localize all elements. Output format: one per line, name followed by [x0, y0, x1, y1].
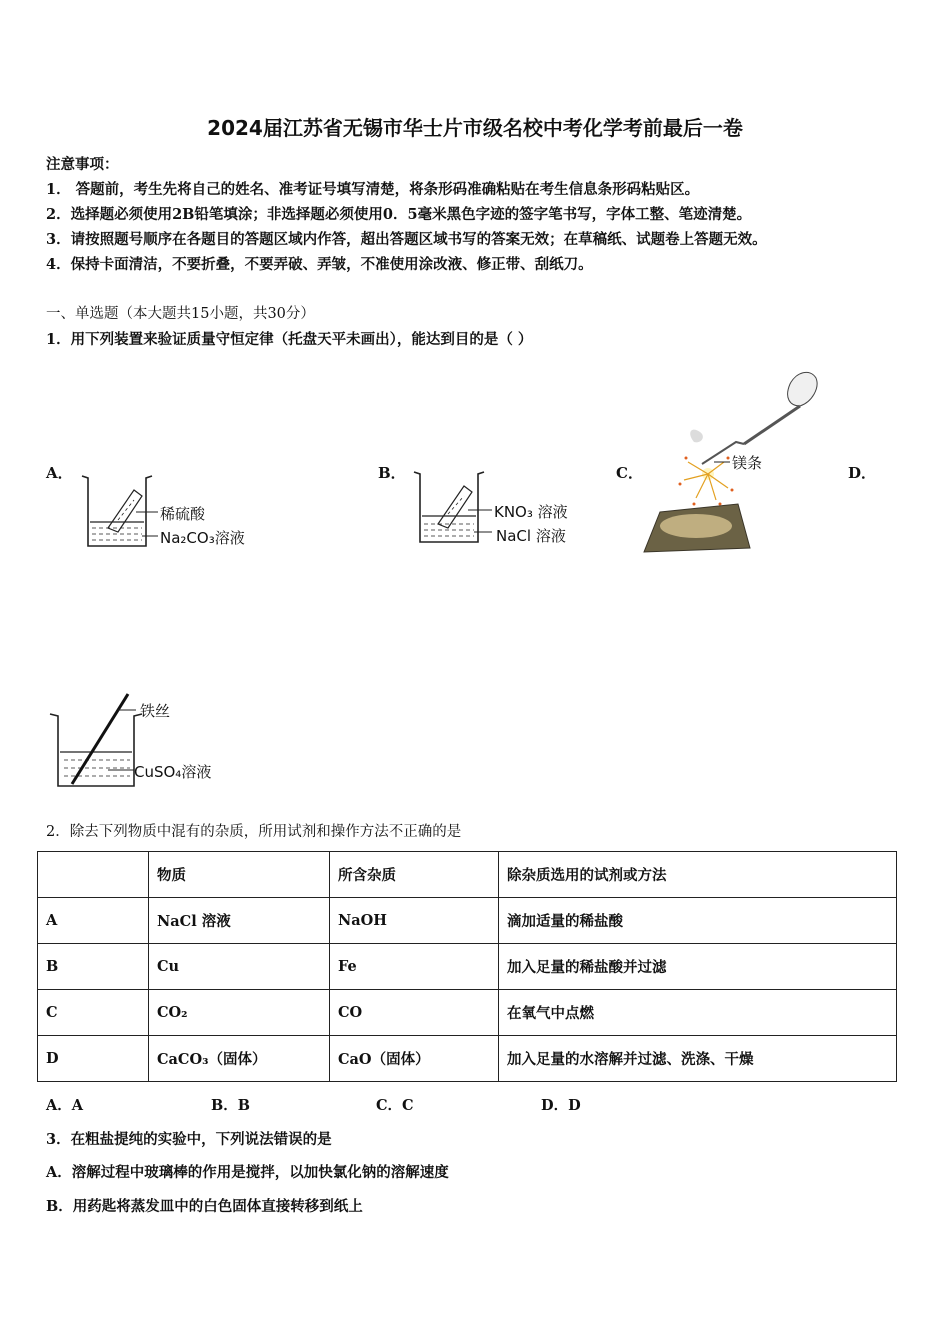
notice-item: 4．保持卡面清洁，不要折叠，不要弄破、弄皱，不准使用涂改液、修正带、刮纸刀。: [46, 256, 593, 273]
q2-answer-option: D．D: [541, 1097, 581, 1114]
notice-heading: 注意事项：: [46, 156, 119, 173]
q1-option-a-letter: A．: [46, 464, 73, 482]
q1-option-b-letter: B．: [378, 464, 406, 482]
notice-item: 2．选择题必须使用2B铅笔填涂；非选择题必须使用0．5毫米黑色字迹的签字笔书写，字体工整、笔迹清楚。: [46, 206, 752, 223]
table-cell: CaO（固体）: [330, 1036, 499, 1082]
q1-option-d-letter: D．: [848, 464, 877, 482]
notice-item: 3．请按照题号顺序在各题目的答题区域内作答，超出答题区域书写的答案无效；在草稿纸、试题卷上答题无效。: [46, 231, 767, 248]
q1-c-label-mg: 镁条: [732, 454, 763, 472]
q1-option-c-letter: C．: [616, 464, 643, 482]
table-row: [38, 1036, 897, 1082]
q1-a-label-acid: 稀硫酸: [160, 505, 206, 523]
q2-answer-option: C．C: [376, 1097, 414, 1114]
q3-option: A．溶解过程中玻璃棒的作用是搅拌，以加快氯化钠的溶解速度: [46, 1164, 449, 1181]
table-header-cell: 物质: [149, 852, 330, 898]
q2-answer-option: B．B: [211, 1097, 251, 1114]
table-cell: CO₂: [149, 990, 330, 1036]
table-cell: Cu: [149, 944, 330, 990]
q3-option: B．用药匙将蒸发皿中的白色固体直接转移到纸上: [46, 1198, 363, 1215]
page-title: 2024届江苏省无锡市华士片市级名校中考化学考前最后一卷: [207, 116, 743, 140]
table-cell: C: [38, 990, 149, 1036]
section-heading: 一、单选题（本大题共15小题，共30分）: [46, 306, 315, 322]
table-cell: Fe: [330, 944, 499, 990]
table-cell: NaOH: [330, 898, 499, 944]
table-cell: 在氧气中点燃: [499, 990, 897, 1036]
q1-a-label-solution: Na₂CO₃溶液: [160, 529, 245, 547]
table-header-cell: [38, 852, 149, 898]
q1-b-label-nacl: NaCl 溶液: [496, 527, 566, 545]
q2-table: [37, 851, 897, 1082]
table-cell: CaCO₃（固体）: [149, 1036, 330, 1082]
table-row: [38, 898, 897, 944]
q1-stem: 1．用下列装置来验证质量守恒定律（托盘天平未画出），能达到目的是（ ）: [46, 331, 533, 348]
table-row: [38, 944, 897, 990]
table-cell: CO: [330, 990, 499, 1036]
table-cell: NaCl 溶液: [149, 898, 330, 944]
q1-b-label-kno3: KNO₃ 溶液: [494, 503, 568, 521]
table-cell: D: [38, 1036, 149, 1082]
table-row: [38, 990, 897, 1036]
q2-answer-option: A．A: [46, 1097, 84, 1114]
table-header-row: [38, 852, 897, 898]
table-header-cell: 所含杂质: [330, 852, 499, 898]
q1-d-label-wire: 铁丝: [140, 702, 171, 720]
q1-d-label-cuso4: CuSO₄溶液: [134, 763, 212, 781]
table-header-cell: 除杂质选用的试剂或方法: [499, 852, 897, 898]
table-cell: B: [38, 944, 149, 990]
q3-stem: 3．在粗盐提纯的实验中，下列说法错误的是: [46, 1131, 332, 1148]
table-cell: 加入足量的稀盐酸并过滤: [499, 944, 897, 990]
notice-item: 1． 答题前，考生先将自己的姓名、准考证号填写清楚，将条形码准确粘贴在考生信息条形码粘贴区。: [46, 181, 700, 198]
table-cell: 加入足量的水溶解并过滤、洗涤、干燥: [499, 1036, 897, 1082]
table-cell: 滴加适量的稀盐酸: [499, 898, 897, 944]
q2-stem: 2．除去下列物质中混有的杂质，所用试剂和操作方法不正确的是: [46, 824, 462, 840]
table-cell: A: [38, 898, 149, 944]
